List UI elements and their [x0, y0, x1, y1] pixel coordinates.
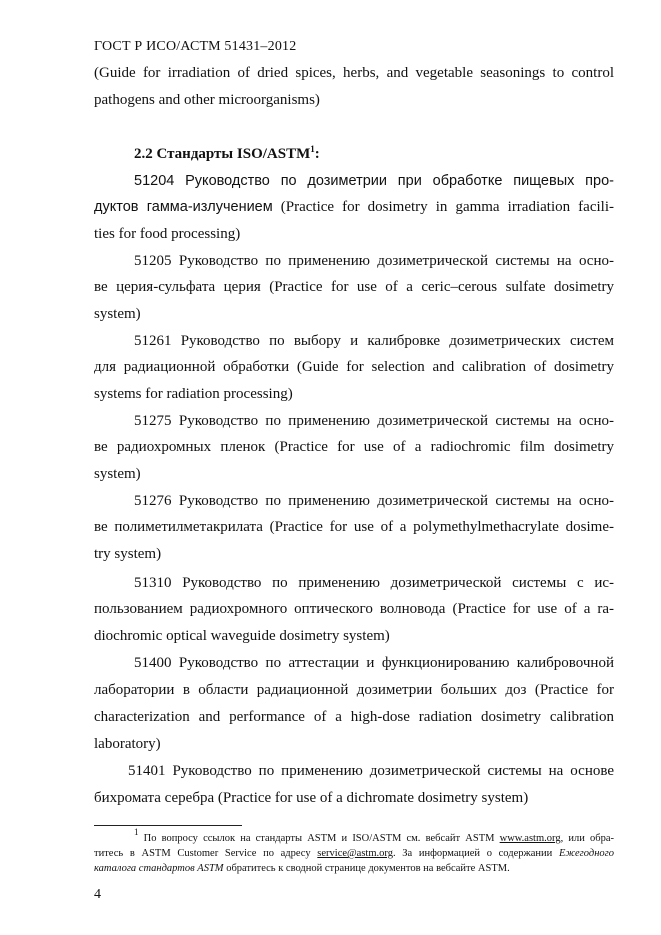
entry-51261-line1: 51261 Руководство по выбору и калибровке дозиметрических систем	[134, 333, 614, 349]
entry-51400-line1: 51400 Руководство по аттестации и функционированию калибровочной	[134, 655, 614, 671]
footnote-mark: 1	[134, 827, 139, 837]
entry-51205-line3: system)	[94, 306, 141, 322]
entry-51275-line1: 51275 Руководство по применению дозиметрической системы на осно-	[134, 413, 614, 429]
footnote-text: По вопросу ссылок на стандарты ASTM и ISO/ASTM см. вебсайт ASTM	[143, 833, 495, 844]
page-number: 4	[94, 887, 101, 902]
entry-51205-line2: ве церия-сульфата церия (Practice for use of a ceric–cerous sulfate dosimetry	[94, 279, 614, 295]
footnote-line1	[134, 827, 614, 846]
entry-51276-line3: try system)	[94, 546, 162, 562]
footnote-divider	[94, 825, 242, 826]
footnote-line2	[94, 846, 614, 861]
entry-51401-line1: 51401 Руководство по применению дозиметрической системы на основе	[128, 763, 614, 779]
astm-website-link[interactable]: www.astm.org	[499, 833, 561, 844]
astm-service-email-link[interactable]: service@astm.org	[317, 848, 393, 859]
entry-51400-line4: laboratory)	[94, 736, 161, 752]
entry-51400-line2: лаборатории в области радиационной дозиметрии больших доз (Practice for	[94, 682, 614, 698]
entry-51205-line1: 51205 Руководство по применению дозиметрической системы на осно-	[134, 253, 614, 269]
intro-line: pathogens and other microorganisms)	[94, 92, 320, 108]
entry-51275-line3: system)	[94, 466, 141, 482]
entry-51204-english: (Practice for dosimetry in gamma irradiation facili-	[272, 199, 614, 215]
entry-51310-line2: пользованием радиохромного оптического волновода (Practice for use of a ra-	[94, 601, 614, 617]
entry-51275-line2: ве радиохромных пленок (Practice for use of a radiochromic film dosimetry	[94, 439, 614, 455]
entry-51276-line1: 51276 Руководство по применению дозиметрической системы на осно-	[134, 493, 614, 509]
section-title: 2.2 Стандарты ISO/ASTM	[134, 146, 311, 162]
entry-51204-title-sans: дуктов гамма-излучением	[94, 199, 273, 215]
entry-51400-line3: characterization and performance of a high-dose radiation dosimetry calibration	[94, 709, 614, 725]
intro-line: (Guide for irradiation of dried spices, herbs, and vegetable seasonings to control	[94, 65, 614, 81]
entry-51204-line2	[94, 197, 614, 217]
entry-51276-line2: ве полиметилметакрилата (Practice for use of a polymethylmethacrylate dosime-	[94, 519, 614, 535]
entry-51204-line1: 51204 Руководство по дозиметрии при обработке пищевых про-	[134, 173, 614, 189]
entry-51310-line1: 51310 Руководство по применению дозиметрической системы с ис-	[134, 575, 614, 591]
entry-51401-line2: бихромата серебра (Practice for use of a dichromate dosimetry system)	[94, 790, 529, 806]
footnote-italic: каталога стандартов ASTM	[94, 863, 224, 874]
footnote-text: . За информацией о содержании	[392, 848, 553, 859]
entry-51261-line3: systems for radiation processing)	[94, 386, 293, 402]
entry-51261-line2: для радиационной обработки (Guide for selection and calibration of dosimetry	[94, 359, 614, 375]
section-colon: :	[314, 146, 320, 162]
footnote-text: титесь в ASTM Customer Service по адресу	[94, 848, 311, 859]
footnote-italic: Ежегодного	[558, 848, 615, 859]
footnote-text: , или обра-	[560, 833, 614, 844]
entry-51204-line3: ties for food processing)	[94, 226, 241, 242]
footnote-line3	[94, 861, 614, 876]
footnote-text: обратитесь к сводной странице документов на вебсайте ASTM.	[226, 863, 510, 874]
footnote-ref: 1	[310, 144, 315, 154]
section-heading	[134, 144, 614, 164]
entry-51310-line3: diochromic optical waveguide dosimetry system)	[94, 628, 390, 644]
document-header: ГОСТ Р ИСО/АСТМ 51431–2012	[94, 39, 297, 54]
